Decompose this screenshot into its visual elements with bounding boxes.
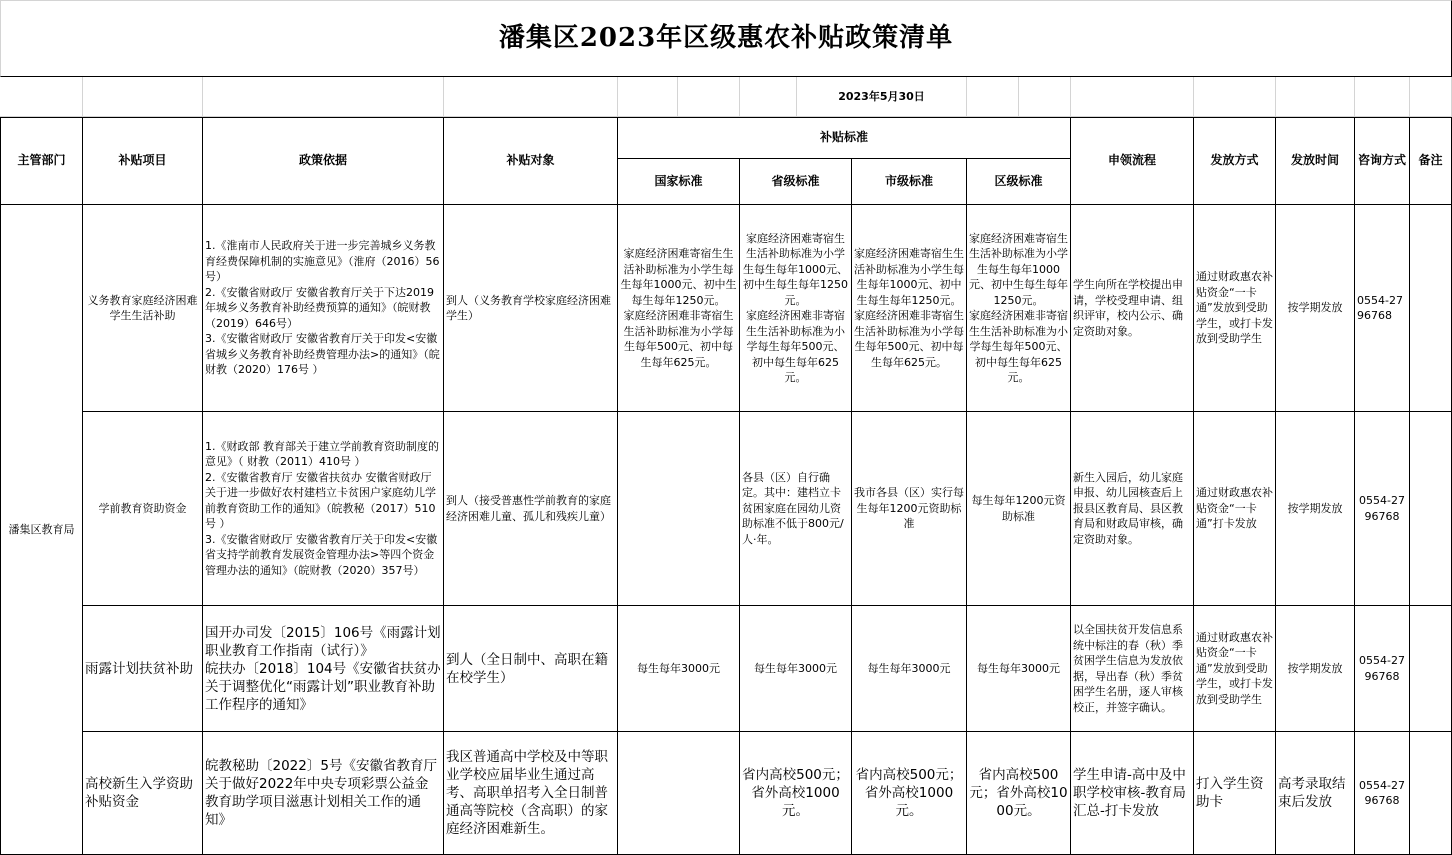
row2-basis[interactable]: 1.《财政部 教育部关于建立学前教育资助制度的意见》（ 财教（2011）410号 ） 2.《安徽省教育厅 安徽省扶贫办 安徽省财政厅关于进一步做好农村建档立卡贫困户家庭幼儿学前教育资助工作的通知》（皖教秘（2017）510号 ） 3.《安徽省财政厅 安徽省教育厅关于印发<安徽省支持学前教育发展资金管理办法>等四个资金管理办法的通知》（皖财教（2020）357号） [203,412,444,606]
header-time[interactable]: 发放时间 [1276,117,1355,205]
empty-cell[interactable] [618,77,678,117]
empty-cell[interactable] [678,77,740,117]
empty-cell[interactable] [1071,77,1194,117]
empty-cell[interactable] [740,77,797,117]
empty-cell[interactable] [444,77,618,117]
row4-method[interactable]: 打入学生资助卡 [1194,732,1276,855]
header-provincial[interactable]: 省级标准 [740,159,852,205]
row4-district[interactable]: 省内高校500元；省外高校1000元。 [967,732,1071,855]
row4-process[interactable]: 学生申请-高中及中职学校审核-教育局汇总-打卡发放 [1071,732,1194,855]
header-district[interactable]: 区级标准 [967,159,1071,205]
row4-basis[interactable]: 皖教秘助〔2022〕5号《安徽省教育厅关于做好2022年中央专项彩票公益金教育助学项目滋惠计划相关工作的通知》 [203,732,444,855]
date-label[interactable]: 2023年5月30日 [797,77,967,117]
row4-remark[interactable] [1410,732,1452,855]
row2-time[interactable]: 按学期发放 [1276,412,1355,606]
row4-municipal[interactable]: 省内高校500元；省外高校1000元。 [852,732,967,855]
row1-provincial[interactable]: 家庭经济困难寄宿生生活补助标准为小学生每生每年1000元、初中生每生每年1250元。 家庭经济困难非寄宿生生活补助标准为小学每生每年500元、初中每生每年625元。 [740,205,852,412]
empty-cell[interactable] [0,77,83,117]
header-process[interactable]: 申领流程 [1071,117,1194,205]
row2-national[interactable] [618,412,740,606]
row2-district[interactable]: 每生每年1200元资助标准 [967,412,1071,606]
row1-process[interactable]: 学生向所在学校提出申请，学校受理申请、组织评审，校内公示、确定资助对象。 [1071,205,1194,412]
row2-process[interactable]: 新生入园后，幼儿家庭申报、幼儿园核查后上报县区教育局、县区教育局和财政局审核，确定资助对象。 [1071,412,1194,606]
row3-district[interactable]: 每生每年3000元 [967,606,1071,732]
empty-cell[interactable] [1410,77,1452,117]
row3-item[interactable]: 雨露计划扶贫补助 [83,606,203,732]
empty-cell[interactable] [1194,77,1276,117]
row3-municipal[interactable]: 每生每年3000元 [852,606,967,732]
row2-contact[interactable]: 0554-2796768 [1355,412,1410,606]
header-basis[interactable]: 政策依据 [203,117,444,205]
header-dept[interactable]: 主管部门 [0,117,83,205]
empty-cell[interactable] [83,77,203,117]
row2-method[interactable]: 通过财政惠农补贴资金“一卡通”打卡发放 [1194,412,1276,606]
header-target[interactable]: 补贴对象 [444,117,618,205]
header-national[interactable]: 国家标准 [618,159,740,205]
row3-contact[interactable]: 0554-2796768 [1355,606,1410,732]
row3-remark[interactable] [1410,606,1452,732]
header-method[interactable]: 发放方式 [1194,117,1276,205]
header-standard[interactable]: 补贴标准 [618,117,1071,159]
row3-process[interactable]: 以全国扶贫开发信息系统中标注的春（秋）季贫困学生信息为发放依据，导出春（秋）季贫困学生名册，逐人审核校正，并签字确认。 [1071,606,1194,732]
row4-contact[interactable]: 0554-2796768 [1355,732,1410,855]
sheet-title: 潘集区2023年区级惠农补贴政策清单 [0,0,1452,77]
row3-method[interactable]: 通过财政惠农补贴资金“一卡通”发放到受助学生，或打卡发放到受助学生 [1194,606,1276,732]
row2-provincial[interactable]: 各县（区）自行确定。其中：建档立卡贫困家庭在园幼儿资助标准不低于800元/人·年。 [740,412,852,606]
row1-item[interactable]: 义务教育家庭经济困难学生生活补助 [83,205,203,412]
empty-cell[interactable] [1355,77,1410,117]
row1-district[interactable]: 家庭经济困难寄宿生生活补助标准为小学生每生每年1000元、初中生每生每年1250元。 家庭经济困难非寄宿生生活补助标准为小学每生每年500元、初中每生每年625元。 [967,205,1071,412]
row3-target[interactable]: 到人（全日制中、高职在籍在校学生） [444,606,618,732]
row2-item[interactable]: 学前教育资助资金 [83,412,203,606]
row1-national[interactable]: 家庭经济困难寄宿生生活补助标准为小学生每生每年1000元、初中生每生每年1250元。 家庭经济困难非寄宿生生活补助标准为小学每生每年500元、初中每生每年625元。 [618,205,740,412]
row3-provincial[interactable]: 每生每年3000元 [740,606,852,732]
row2-target[interactable]: 到人（接受普惠性学前教育的家庭经济困难儿童、孤儿和残疾儿童） [444,412,618,606]
row3-basis[interactable]: 国开办司发〔2015〕106号《雨露计划职业教育工作指南（试行）》 皖扶办〔2018〕104号《安徽省扶贫办关于调整优化“雨露计划”职业教育补助工作程序的通知》 [203,606,444,732]
row1-municipal[interactable]: 家庭经济困难寄宿生生活补助标准为小学生每生每年1000元、初中生每生每年1250元。 家庭经济困难非寄宿生生活补助标准为小学每生每年500元、初中每生每年625元。 [852,205,967,412]
header-municipal[interactable]: 市级标准 [852,159,967,205]
department-cell[interactable]: 潘集区教育局 [0,205,83,855]
empty-cell[interactable] [1019,77,1071,117]
empty-cell[interactable] [1276,77,1355,117]
row4-target[interactable]: 我区普通高中学校及中等职业学校应届毕业生通过高考、高职单招考入全日制普通高等院校（含高职）的家庭经济困难新生。 [444,732,618,855]
header-item[interactable]: 补贴项目 [83,117,203,205]
empty-cell[interactable] [967,77,1019,117]
header-contact[interactable]: 咨询方式 [1355,117,1410,205]
row4-provincial[interactable]: 省内高校500元；省外高校1000元。 [740,732,852,855]
row1-contact[interactable]: 0554-2796768 [1355,205,1410,412]
row3-time[interactable]: 按学期发放 [1276,606,1355,732]
row2-municipal[interactable]: 我市各县（区）实行每生每年1200元资助标准 [852,412,967,606]
row1-target[interactable]: 到人（义务教育学校家庭经济困难学生） [444,205,618,412]
row3-national[interactable]: 每生每年3000元 [618,606,740,732]
row1-remark[interactable] [1410,205,1452,412]
row1-time[interactable]: 按学期发放 [1276,205,1355,412]
header-remark[interactable]: 备注 [1410,117,1452,205]
row4-item[interactable]: 高校新生入学资助补贴资金 [83,732,203,855]
row2-remark[interactable] [1410,412,1452,606]
row4-national[interactable] [618,732,740,855]
row1-basis[interactable]: 1.《淮南市人民政府关于进一步完善城乡义务教育经费保障机制的实施意见》（淮府（2016）56号） 2.《安徽省财政厅 安徽省教育厅关于下达2019年城乡义务教育补助经费预算的通知》（皖财教（2019）646号） 3.《安徽省财政厅 安徽省教育厅关于印发<安徽省城乡义务教育补助经费管理办法>的通知》（皖财教（2020）176号 ） [203,205,444,412]
empty-cell[interactable] [203,77,444,117]
row4-time[interactable]: 高考录取结束后发放 [1276,732,1355,855]
row1-method[interactable]: 通过财政惠农补贴资金“一卡通”发放到受助学生，或打卡发放到受助学生 [1194,205,1276,412]
